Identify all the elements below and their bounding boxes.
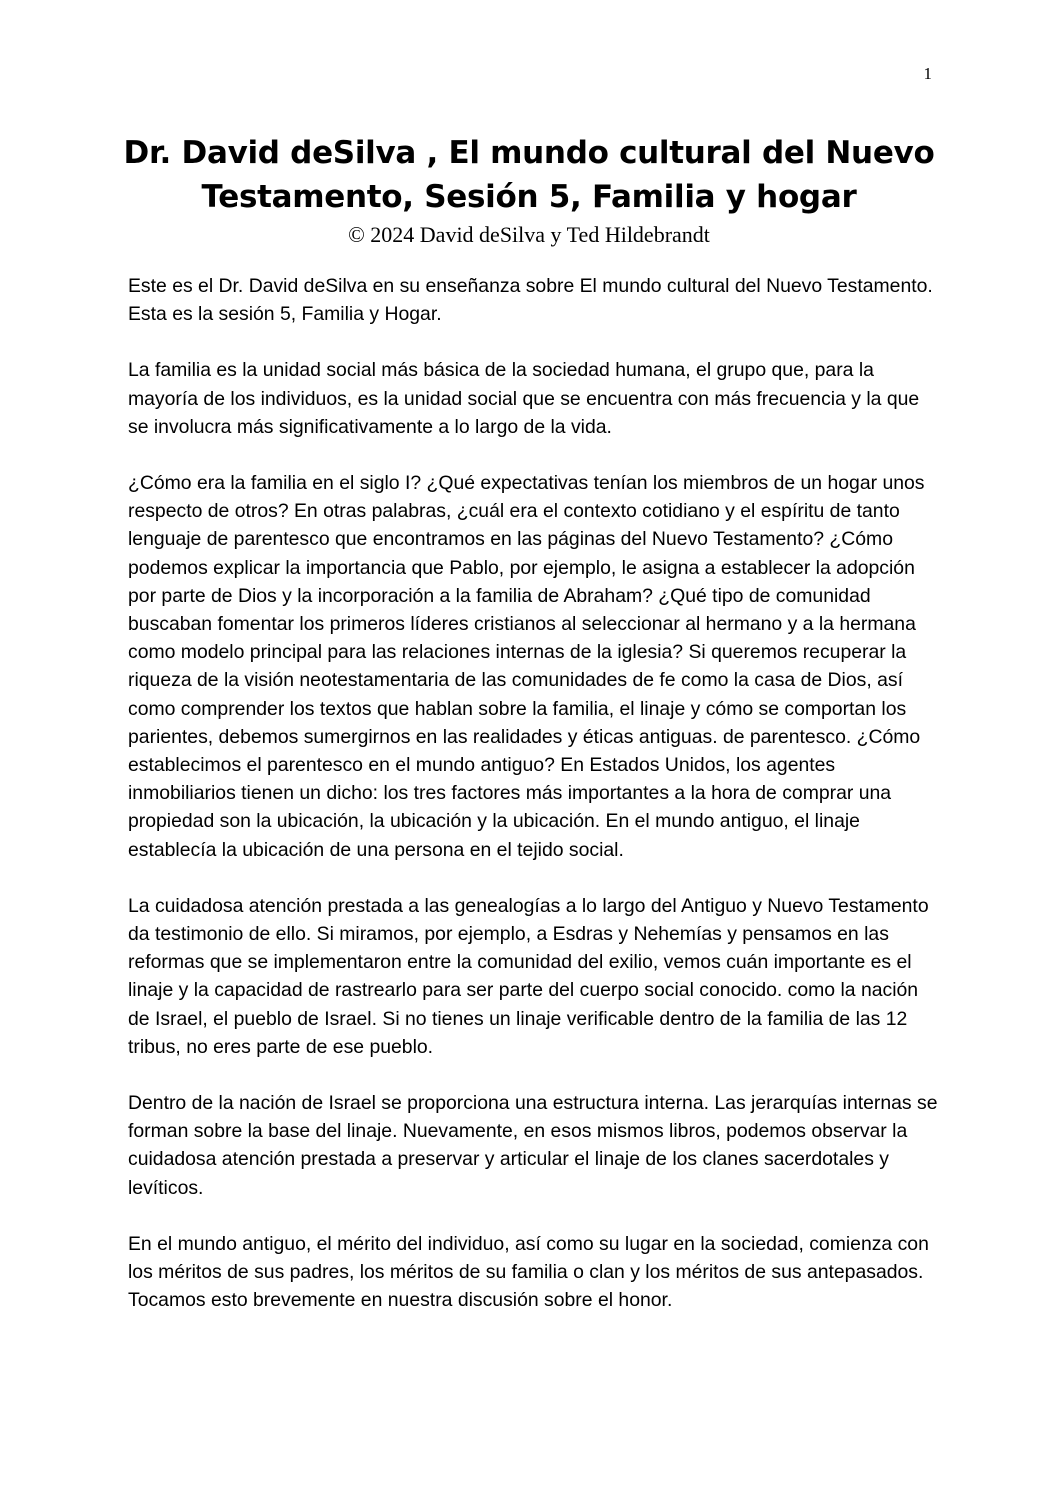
page-number: 1 xyxy=(923,64,932,83)
copyright-line: © 2024 David deSilva y Ted Hildebrandt xyxy=(348,222,710,247)
paragraph: Este es el Dr. David deSilva en su enseñanza sobre El mundo cultural del Nuevo Testamento. Esta es la sesión 5, Familia y Hogar. xyxy=(128,275,933,326)
paragraph: ¿Cómo era la familia en el siglo I? ¿Qué expectativas tenían los miembros de un hogar unos respecto de otros? En otras palabras, ¿cuál era el contexto cotidiano y el espíritu de tanto lenguaje de parentesco que encontramos en las páginas del Nuevo Testamento? ¿Cómo podemos explicar la importancia que Pablo, por ejemplo, le asigna a establecer la adopción por parte de Dios y la incorporación a la familia de Abraham? ¿Qué tipo de comunidad buscaban fomentar los primeros líderes cristianos al seleccionar al hermano y a la hermana como modelo principal para las relaciones internas de la iglesia? Si queremos recuperar la riqueza de la visión neotestamentaria de las comunidades de fe como la casa de Dios, así como comprender los textos que hablan sobre la familia, el linaje y cómo se comportan los parientes, debemos sumergirnos en las realidades y éticas antiguas. de parentesco. ¿Cómo establecimos el parentesco en el mundo antiguo? En Estados Unidos, los agentes inmobiliarios tienen un dicho: los tres factores más importantes a la hora de comprar una propiedad son la ubicación, la ubicación y la ubicación. En el mundo antiguo, el linaje establecía la ubicación de una persona en el tejido social. xyxy=(128,472,925,861)
document-title: Dr. David deSilva , El mundo cultural del Nuevo Testamento, Sesión 5, Familia y hogar xyxy=(123,135,935,215)
paragraph: La cuidadosa atención prestada a las genealogías a lo largo del Antiguo y Nuevo Testamento da testimonio de ello. Si miramos, por ejemplo, a Esdras y Nehemías y pensamos en las reformas que se implementaron entre la comunidad del exilio, vemos cuán importante es el linaje y la capacidad de rastrearlo para ser parte del cuerpo social conocido. como la nación de Israel, el pueblo de Israel. Si no tienes un linaje verificable dentro de la familia de las 12 tribus, no eres parte de ese pueblo. xyxy=(128,894,929,1058)
paragraph: En el mundo antiguo, el mérito del individuo, así como su lugar en la sociedad, comienza con los méritos de sus padres, los méritos de su familia o clan y los méritos de sus antepasados. Tocamos esto brevemente en nuestra discusión sobre el honor. xyxy=(128,1232,929,1312)
paragraph: Dentro de la nación de Israel se proporciona una estructura interna. Las jerarquías internas se forman sobre la base del linaje. Nuevamente, en esos mismos libros, podemos observar la cuidadosa atención prestada a preservar y articular el linaje de los clanes sacerdotales y levíticos. xyxy=(128,1092,938,1199)
document-body xyxy=(128,272,940,1343)
paragraph: La familia es la unidad social más básica de la sociedad humana, el grupo que, para la mayoría de los individuos, es la unidad social que se encuentra con más frecuencia y la que se involucra más significativamente a lo largo de la vida. xyxy=(128,359,920,438)
